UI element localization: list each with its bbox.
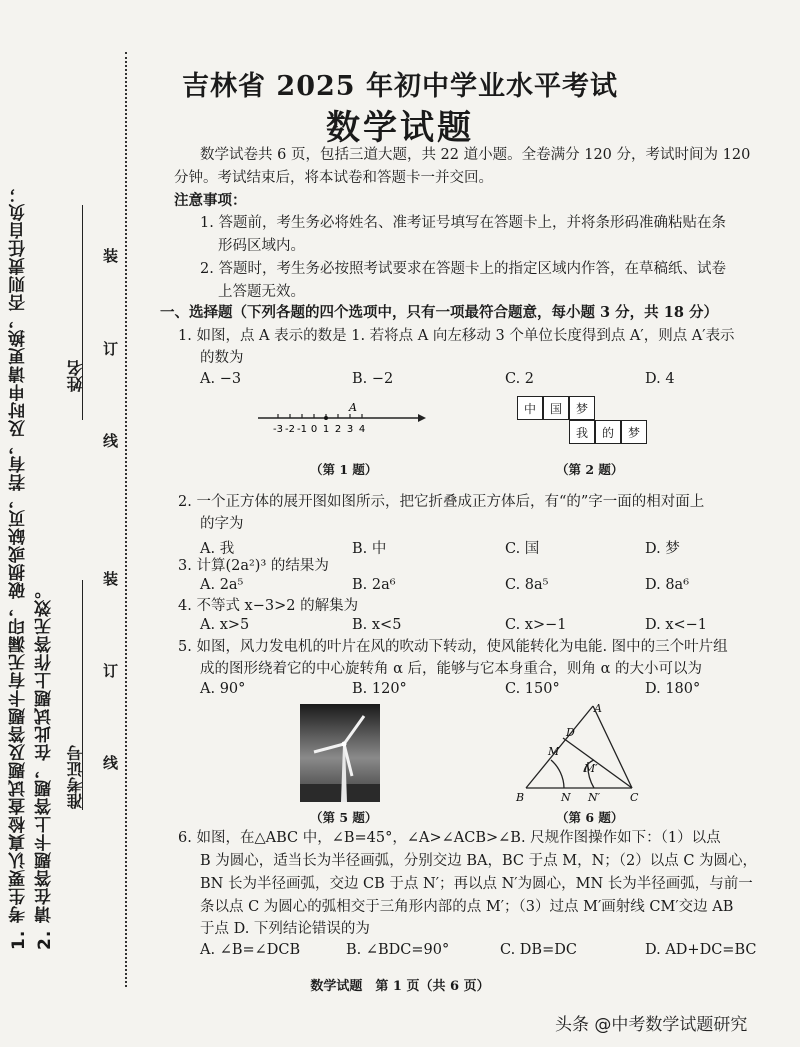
intro-line-2: 分钟。考试结束后，将本试卷和答题卡一并交回。 <box>174 170 493 186</box>
q2-option-d: D. 梦 <box>645 541 680 557</box>
q4-line: 4. 不等式 x−3>2 的解集为 <box>178 598 359 614</box>
id-label: 准考证号 <box>66 745 85 809</box>
cube-face-bottom-2: 的 <box>595 420 621 444</box>
q6-option-a: A. ∠B=∠DCB <box>200 942 301 958</box>
binding-dotted-line <box>125 52 127 987</box>
note-1-line-2: 形码区域内。 <box>218 238 305 254</box>
note-2-line-2: 上答题无效。 <box>218 284 305 300</box>
q3-option-c: C. 8a⁵ <box>505 577 549 593</box>
q1-option-d: D. 4 <box>645 371 675 387</box>
q6-line-2: B 为圆心，适当长为半径画弧，分别交边 BA，BC 于点 M，N；（2）以点 C 为圆心， <box>200 853 758 869</box>
q1-line-2: 的数为 <box>200 350 244 366</box>
q2-option-a: A. 我 <box>200 541 235 557</box>
cube-face-top-1: 中 <box>517 396 543 420</box>
q4-option-c: C. x>−1 <box>505 617 567 633</box>
number-line-tick-label: 4 <box>358 424 366 435</box>
q6-line-4: 条以点 C 为圆心的弧相交于三角形内部的点 M′；（3）过点 M′画射线 CM′交边 AB <box>200 899 734 915</box>
q4-option-d: D. x<−1 <box>645 617 708 633</box>
bind-char-3: 线 <box>103 432 119 450</box>
number-line-tick-label: 2 <box>334 424 342 435</box>
figure-1-caption: （第 1 题） <box>310 462 378 477</box>
q6-line-3: BN 长为半径画弧，交边 CB 于点 N′；再以点 N′为圆心，MN 长为半径画弧，与前一 <box>200 876 753 892</box>
figure-6-caption: （第 6 题） <box>556 810 624 825</box>
tri-label-n: N <box>561 791 571 804</box>
q5-option-c: C. 150° <box>505 681 560 697</box>
section-1-heading: 一、选择题（下列各题的四个选项中，只有一项最符合题意，每小题 3 分，共 18 分） <box>160 304 718 321</box>
bind-char-6: 线 <box>103 754 119 772</box>
number-line-tick-label: 3 <box>346 424 354 435</box>
note-2-line-1: 2. 答题时，考生务必按照考试要求在答题卡上的指定区域内作答，在草稿纸、试卷 <box>200 261 726 277</box>
q6-line-1: 6. 如图，在△ABC 中，∠B=45°，∠A>∠ACB>∠B. 尺规作图操作如下：（1）以点 <box>178 830 721 846</box>
intro-line-1: 数学试卷共 6 页，包括三道大题，共 22 道小题。全卷满分 120 分，考试时间为 120 <box>200 147 751 163</box>
q2-option-c: C. 国 <box>505 541 540 557</box>
q5-line-2: 成的图形绕着它的中心旋转角 α 后，能够与它本身重合，则角 α 的大小可以为 <box>200 661 703 677</box>
q3-option-d: D. 8a⁶ <box>645 577 690 593</box>
cube-face-bottom-3: 梦 <box>621 420 647 444</box>
q6-line-5: 于点 D. 下列结论错误的为 <box>200 921 370 937</box>
q4-option-a: A. x>5 <box>200 617 250 633</box>
tri-label-a: A <box>594 702 602 715</box>
q1-option-c: C. 2 <box>505 371 535 387</box>
cube-face-top-2: 国 <box>543 396 569 420</box>
tri-label-b: B <box>516 791 525 804</box>
number-line-tick-label: 0 <box>310 424 318 435</box>
bind-char-5: 订 <box>103 662 119 680</box>
bind-char-4: 装 <box>103 570 119 588</box>
q1-line-1: 1. 如图，点 A 表示的数是 1. 若将点 A 向左移动 3 个单位长度得到点 A′，则点 A′表示 <box>178 328 735 344</box>
q6-option-c: C. DB=DC <box>500 942 577 958</box>
triangle-construction-figure <box>508 702 668 806</box>
cube-face-bottom-1: 我 <box>569 420 595 444</box>
q6-option-b: B. ∠BDC=90° <box>346 942 450 958</box>
cube-face-top-3: 梦 <box>569 396 595 420</box>
q5-option-a: A. 90° <box>200 681 246 697</box>
q1-option-b: B. −2 <box>352 371 394 387</box>
q6-option-d: D. AD+DC=BC <box>645 942 757 958</box>
number-line-tick-label: -2 <box>285 424 295 435</box>
id-line <box>82 580 83 810</box>
tri-label-n-prime: N′ <box>588 791 601 804</box>
q4-option-b: B. x<5 <box>352 617 402 633</box>
tri-label-c: C <box>630 791 639 804</box>
page-footer: 数学试题 第 1 页（共 6 页） <box>310 979 490 994</box>
q5-option-b: B. 120° <box>352 681 407 697</box>
bind-char-2: 订 <box>103 340 119 358</box>
tri-label-m-prime: M′ <box>584 762 598 775</box>
number-line-tick-label: -1 <box>297 424 307 435</box>
figure-2-caption: （第 2 题） <box>556 462 624 477</box>
q5-line-1: 5. 如图，风力发电机的叶片在风的吹动下转动，使风能转化为电能. 图中的三个叶片组 <box>178 639 728 655</box>
side-warning-2: 2. 请在答题卡上答题，在此试题上作答无效。 <box>35 580 55 950</box>
q2-line-2: 的字为 <box>200 516 244 532</box>
exam-title: 吉林省 2025 年初中学业水平考试 <box>182 71 618 102</box>
notes-heading: 注意事项： <box>174 192 247 209</box>
q3-option-a: A. 2a⁵ <box>200 577 244 593</box>
q3-line: 3. 计算(2a²)³ 的结果为 <box>178 558 329 574</box>
number-line-tick-label: -3 <box>273 424 283 435</box>
number-line-tick-label: 1 <box>322 424 330 435</box>
number-line-figure <box>250 398 430 442</box>
watermark: 头条 @中考数学试题研究 <box>555 1015 748 1035</box>
number-line-point-label: A <box>349 401 357 414</box>
tri-label-d: D <box>566 726 575 739</box>
note-1-line-1: 1. 答题前，考生务必将姓名、准考证号填写在答题卡上，并将条形码准确粘贴在条 <box>200 215 726 231</box>
q3-option-b: B. 2a⁶ <box>352 577 396 593</box>
side-warning-1: 1. 考生要认真检查试题及答题卡有无漏印，破损或缺页，若有，及时申请更换，否则责任自负； <box>9 184 29 950</box>
q2-line-1: 2. 一个正方体的展开图如图所示，把它折叠成正方体后，有“的”字一面的相对面上 <box>178 494 705 510</box>
number-line-point <box>324 416 328 420</box>
q2-option-b: B. 中 <box>352 541 387 557</box>
name-line <box>82 205 83 420</box>
q1-option-a: A. −3 <box>200 371 242 387</box>
tri-label-m: M <box>548 745 560 758</box>
name-label: 姓名 <box>66 360 85 392</box>
bind-char-1: 装 <box>103 247 119 265</box>
wind-turbine-photo <box>300 704 380 802</box>
figure-5-caption: （第 5 题） <box>310 810 378 825</box>
exam-subject: 数学试题 <box>326 108 474 148</box>
q5-option-d: D. 180° <box>645 681 701 697</box>
